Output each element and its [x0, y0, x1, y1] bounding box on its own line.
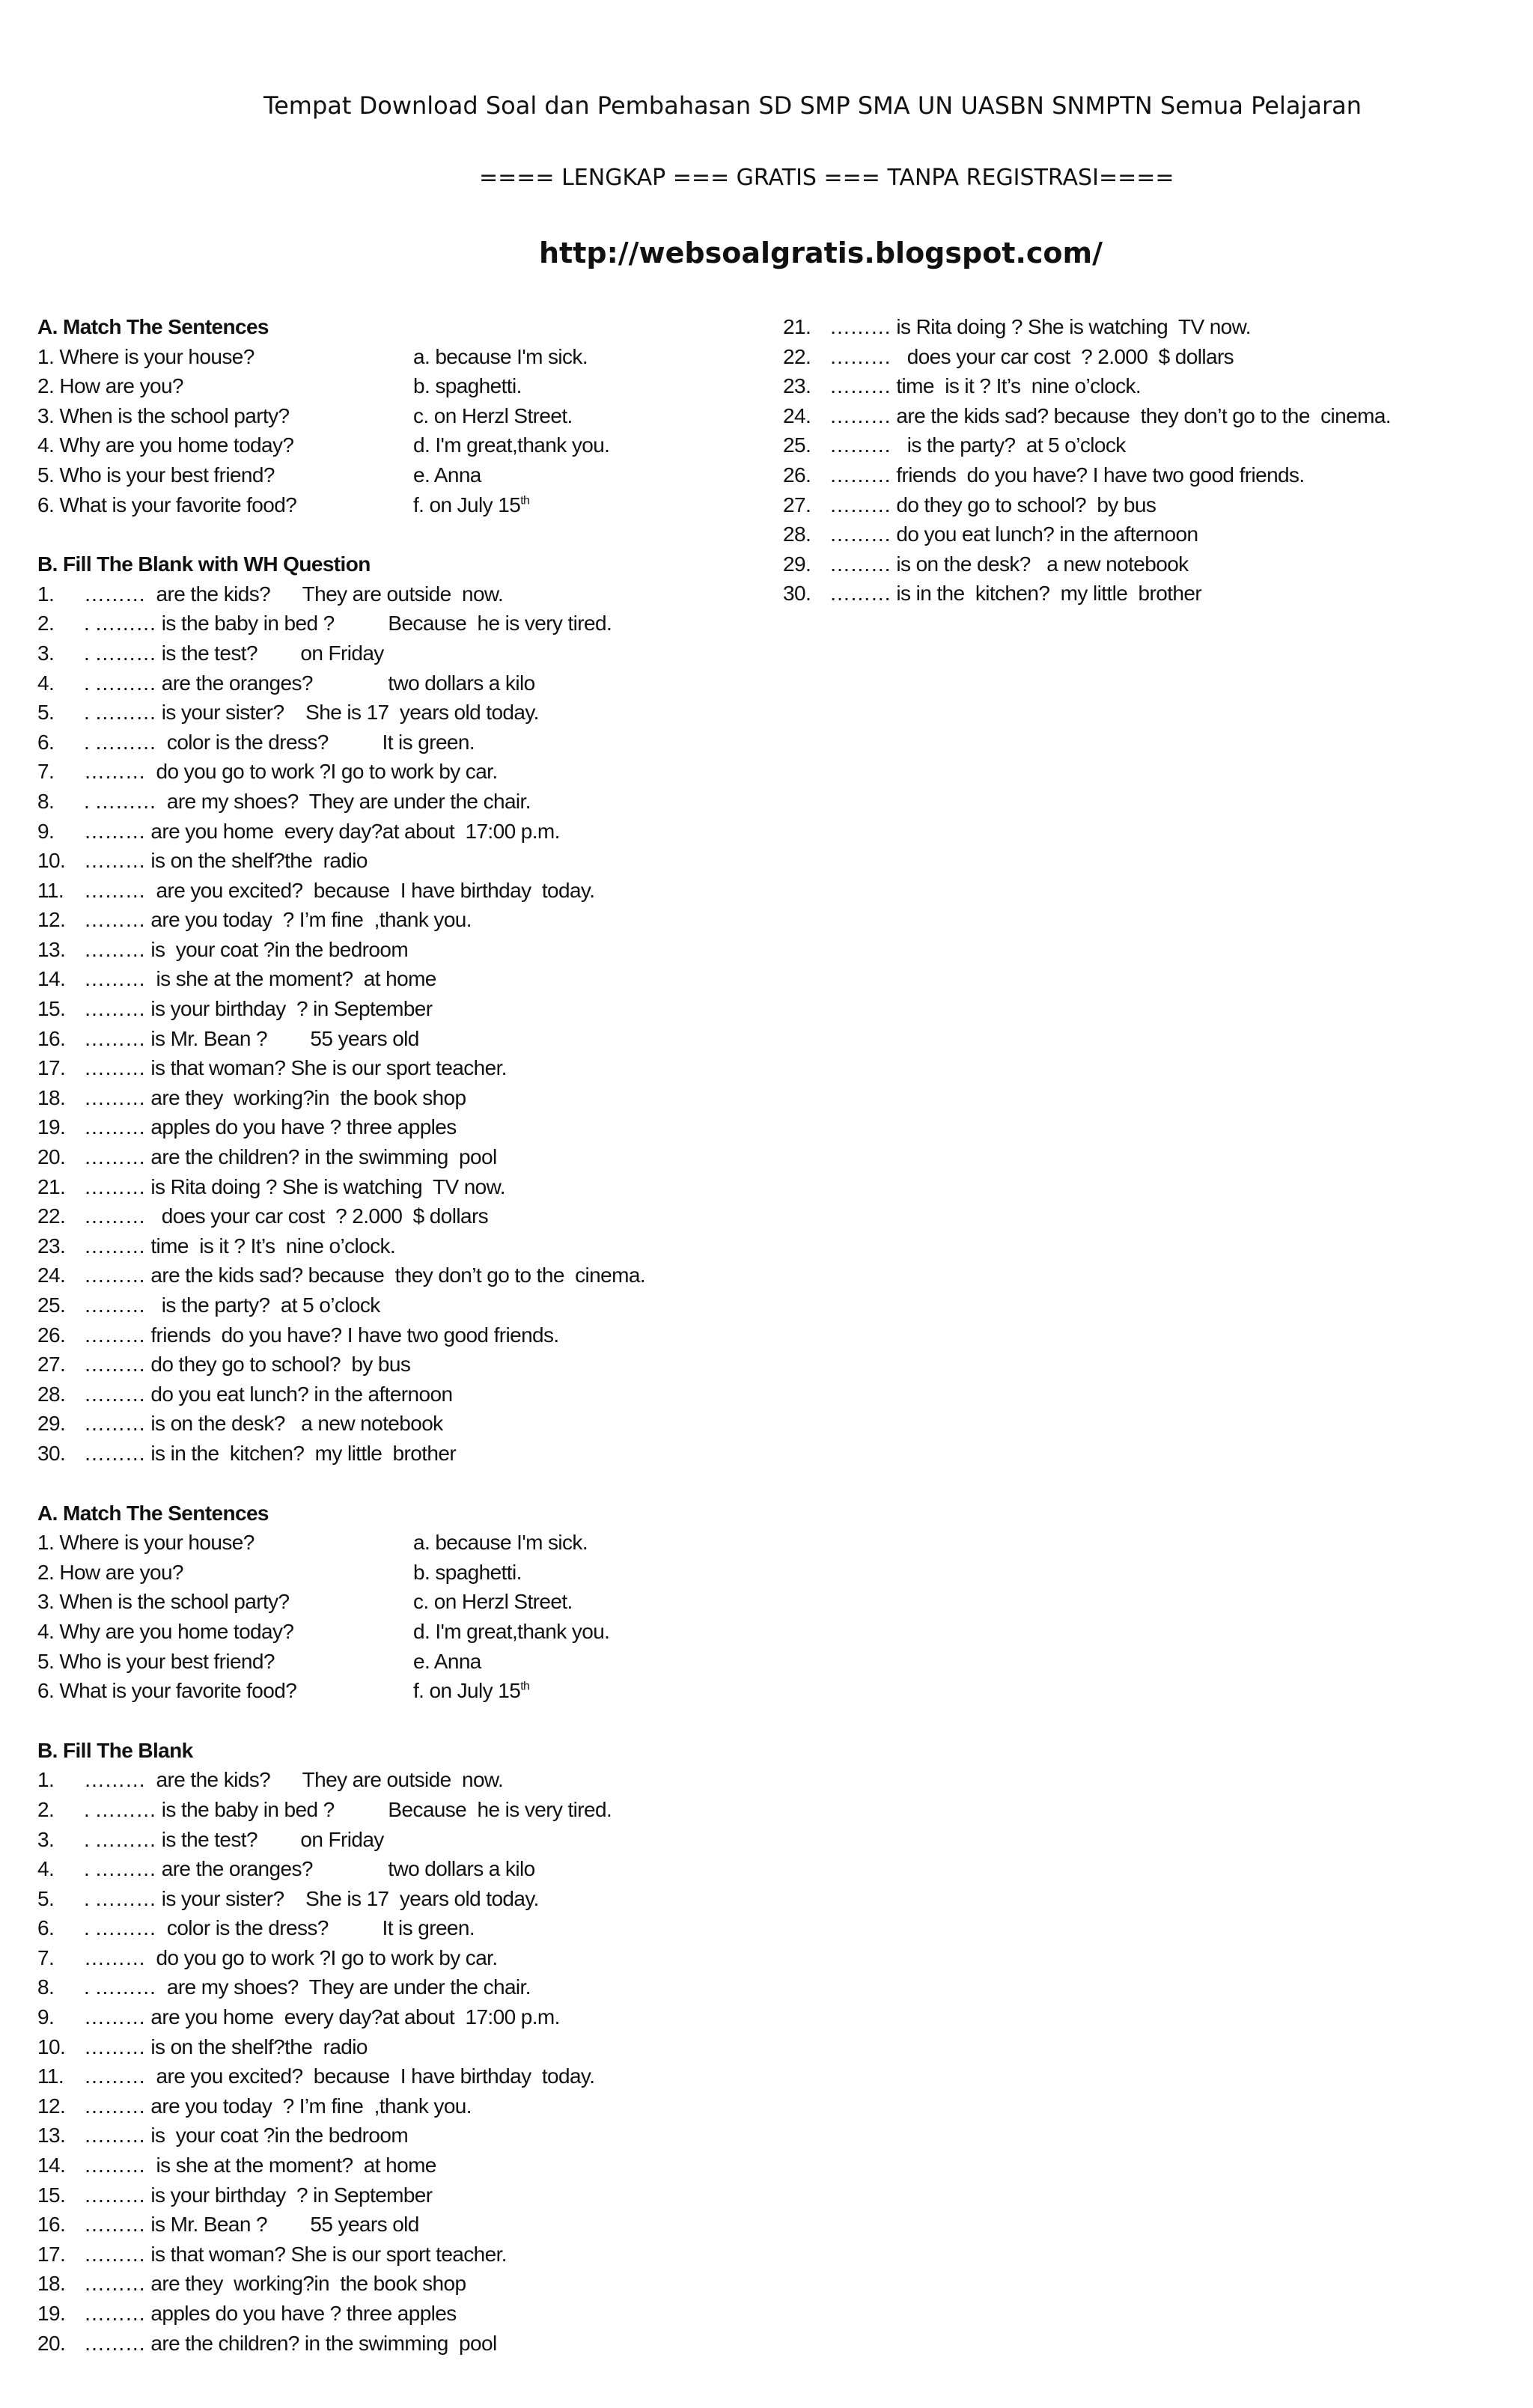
question-item	[783, 371, 1457, 401]
fill-section-1	[37, 549, 711, 1468]
question-item	[37, 787, 711, 817]
question-item	[37, 817, 711, 847]
question-number: 21.	[37, 1174, 66, 1198]
question-text: ……… are you today ? I’m fine ,thank you.	[84, 2094, 472, 2118]
question-text: ……… apples do you have ? three apples	[84, 1115, 457, 1139]
header-url: http://websoalgratis.blogspot.com/	[539, 237, 1103, 269]
question-text: ……… is on the shelf?the radio	[84, 2034, 368, 2058]
fill-section-title: B. Fill The Blank	[37, 1738, 193, 1762]
question-item	[37, 2240, 711, 2270]
question-number: 20.	[37, 2331, 66, 2355]
match-answer-text: d. I'm great,thank you.	[413, 1619, 610, 1643]
question-item	[37, 638, 711, 668]
match-answer	[413, 1647, 481, 1677]
match-question: 5. Who is your best friend?	[37, 1649, 275, 1673]
question-item	[37, 579, 711, 609]
question-item	[37, 668, 711, 698]
question-number: 11.	[37, 2064, 64, 2088]
question-item	[37, 1024, 711, 1054]
question-number: 9.	[37, 2005, 55, 2029]
question-text: . ……… color is the dress? It is green.	[84, 730, 475, 754]
question-item	[37, 2210, 711, 2240]
match-answer-text: c. on Herzl Street.	[413, 1590, 573, 1614]
question-text: ……… are they working?in the book shop	[84, 1085, 466, 1109]
question-text: ……… is your coat ?in the bedroom	[84, 937, 409, 961]
question-text: ……… do they go to school? by bus	[829, 493, 1156, 516]
question-item	[37, 1884, 711, 1914]
question-text: ……… do they go to school? by bus	[84, 1353, 411, 1377]
question-item	[37, 1795, 711, 1825]
question-number: 11.	[37, 878, 64, 902]
question-text: ……… time is it ? It’s nine o’clock.	[84, 1234, 396, 1258]
question-item	[783, 490, 1457, 520]
fill-section-2-continued	[783, 312, 1457, 609]
question-number: 15.	[37, 2183, 66, 2207]
question-number: 17.	[37, 2242, 66, 2266]
question-number: 16.	[37, 2213, 66, 2237]
question-text: ……… is Mr. Bean ? 55 years old	[84, 2213, 419, 2237]
match-answer	[413, 1617, 609, 1647]
question-text: ……… are the kids? They are outside now.	[84, 1768, 504, 1792]
question-item	[37, 1261, 711, 1290]
question-item	[37, 609, 711, 638]
question-item	[783, 312, 1457, 342]
question-number: 7.	[37, 760, 55, 784]
question-number: 26.	[783, 463, 811, 487]
question-text: ……… does your car cost ? 2.000 $ dollars	[829, 344, 1234, 368]
question-text: . ……… is your sister? She is 17 years old today.	[84, 701, 539, 725]
match-row	[37, 430, 711, 460]
question-item	[37, 2151, 711, 2180]
question-item	[37, 2091, 711, 2121]
question-text: ……… is on the desk? a new notebook	[84, 1412, 443, 1436]
question-text: ……… are the kids? They are outside now.	[84, 582, 504, 606]
question-number: 6.	[37, 1916, 55, 1940]
match-answer	[413, 1528, 588, 1558]
match-row	[37, 401, 711, 431]
match-answer-text: e. Anna	[413, 1649, 481, 1673]
question-item	[37, 2299, 711, 2329]
match-question: 1. Where is your house?	[37, 1531, 255, 1555]
question-number: 6.	[37, 730, 55, 754]
match-question: 4. Why are you home today?	[37, 1619, 294, 1643]
question-text: ……… is your birthday ? in September	[84, 997, 433, 1021]
question-number: 19.	[37, 2302, 66, 2325]
question-item	[37, 1083, 711, 1113]
question-text: ……… is your coat ?in the bedroom	[84, 2124, 409, 2148]
match-row	[37, 460, 711, 490]
question-item	[37, 2032, 711, 2062]
question-number: 1.	[37, 582, 55, 606]
question-item	[37, 1320, 711, 1350]
question-number: 27.	[37, 1353, 66, 1377]
match-answer	[413, 401, 573, 431]
match-answer-text: a. because I'm sick.	[413, 344, 588, 368]
question-text: . ……… is the baby in bed ? Because he is very tired.	[84, 1797, 612, 1821]
question-number: 16.	[37, 1026, 66, 1050]
question-text: ……… is the party? at 5 o’clock	[84, 1293, 380, 1317]
match-answer-text: d. I'm great,thank you.	[413, 433, 610, 457]
question-number: 24.	[783, 403, 811, 427]
question-text: . ……… is the test? on Friday	[84, 1827, 384, 1851]
question-item	[37, 1053, 711, 1083]
match-row	[37, 490, 711, 520]
question-text: ……… apples do you have ? three apples	[84, 2302, 457, 2325]
question-number: 3.	[37, 641, 55, 665]
question-number: 20.	[37, 1145, 66, 1169]
match-answer-text: f. on July 15	[413, 1679, 521, 1703]
question-number: 22.	[783, 344, 811, 368]
match-answer	[413, 1676, 529, 1706]
question-number: 30.	[37, 1441, 66, 1465]
question-item	[37, 2061, 711, 2091]
question-text: . ……… is the test? on Friday	[84, 641, 384, 665]
question-number: 12.	[37, 2094, 66, 2118]
question-item	[37, 1825, 711, 1855]
question-number: 26.	[37, 1323, 66, 1347]
question-item	[783, 342, 1457, 372]
question-item	[37, 2269, 711, 2299]
match-answer-text: a. because I'm sick.	[413, 1531, 588, 1555]
question-item	[37, 935, 711, 965]
question-item	[37, 1290, 711, 1320]
question-text: ……… is on the desk? a new notebook	[829, 552, 1189, 576]
question-text: . ……… are the oranges? two dollars a kilo	[84, 671, 535, 695]
match-row	[37, 1647, 711, 1677]
match-question: 3. When is the school party?	[37, 1590, 290, 1614]
question-item	[37, 1943, 711, 1973]
question-number: 10.	[37, 2034, 66, 2058]
question-number: 10.	[37, 849, 66, 873]
match-section-2	[37, 1499, 711, 1706]
match-section-title: A. Match The Sentences	[37, 315, 269, 338]
question-number: 1.	[37, 1768, 55, 1792]
question-text: ……… is in the kitchen? my little brother	[829, 582, 1202, 606]
question-item	[37, 2180, 711, 2210]
match-question: 6. What is your favorite food?	[37, 493, 297, 516]
match-row	[37, 1617, 711, 1647]
question-text: ……… does your car cost ? 2.000 $ dollars	[84, 1204, 489, 1228]
question-text: ……… are you home every day?at about 17:00 p.m.	[84, 2005, 560, 2029]
match-answer	[413, 371, 522, 401]
question-text: ……… is Rita doing ? She is watching TV now.	[829, 315, 1251, 338]
match-question: 2. How are you?	[37, 374, 183, 398]
header-tagline: ==== LENGKAP === GRATIS === TANPA REGISTRASI====	[479, 165, 1174, 191]
fill-section-2	[37, 1736, 711, 2358]
match-section-title: A. Match The Sentences	[37, 1501, 269, 1525]
question-item	[37, 964, 711, 994]
match-answer-text: f. on July 15	[413, 493, 521, 516]
question-item	[37, 1112, 711, 1142]
question-item	[37, 1854, 711, 1884]
question-number: 24.	[37, 1264, 66, 1287]
question-number: 9.	[37, 819, 55, 843]
question-text: ……… is on the shelf?the radio	[84, 849, 368, 873]
question-number: 28.	[37, 1382, 66, 1406]
question-item	[37, 994, 711, 1024]
question-number: 13.	[37, 937, 66, 961]
match-row	[37, 1676, 711, 1706]
question-item	[37, 1913, 711, 1943]
ordinal-suffix: th	[520, 1680, 530, 1693]
question-text: . ……… are the oranges? two dollars a kilo	[84, 1857, 535, 1881]
question-item	[37, 2121, 711, 2151]
match-answer-text: c. on Herzl Street.	[413, 403, 573, 427]
question-item	[37, 1142, 711, 1172]
question-text: ……… is your birthday ? in September	[84, 2183, 433, 2207]
question-item	[37, 876, 711, 906]
question-number: 29.	[783, 552, 811, 576]
question-item	[783, 401, 1457, 431]
question-item	[783, 519, 1457, 549]
question-item	[37, 1409, 711, 1439]
question-text: ……… friends do you have? I have two good friends.	[84, 1323, 559, 1347]
match-question: 4. Why are you home today?	[37, 433, 294, 457]
question-item	[37, 728, 711, 758]
question-number: 15.	[37, 997, 66, 1021]
match-answer	[413, 460, 481, 490]
question-item	[37, 1972, 711, 2002]
question-text: ……… is in the kitchen? my little brother	[84, 1441, 457, 1465]
question-item	[783, 430, 1457, 460]
question-number: 25.	[37, 1293, 66, 1317]
fill-section-title: B. Fill The Blank with WH Question	[37, 552, 371, 576]
match-question: 2. How are you?	[37, 1560, 183, 1584]
question-text: ……… is that woman? She is our sport teacher.	[84, 2242, 507, 2266]
question-number: 25.	[783, 433, 811, 457]
question-number: 27.	[783, 493, 811, 516]
question-item	[37, 1765, 711, 1795]
question-number: 8.	[37, 789, 55, 813]
question-item	[783, 549, 1457, 579]
question-number: 12.	[37, 908, 66, 932]
question-text: ……… time is it ? It’s nine o’clock.	[829, 374, 1142, 398]
question-number: 18.	[37, 1085, 66, 1109]
question-text: ……… is Rita doing ? She is watching TV now.	[84, 1174, 505, 1198]
question-item	[37, 1350, 711, 1380]
question-text: ……… are they working?in the book shop	[84, 2272, 466, 2296]
match-question: 3. When is the school party?	[37, 403, 290, 427]
header-title: Tempat Download Soal dan Pembahasan SD SMP SMA UN UASBN SNMPTN Semua Pelajaran	[263, 91, 1362, 120]
question-number: 13.	[37, 2124, 66, 2148]
match-answer	[413, 430, 609, 460]
match-section-1	[37, 312, 711, 519]
left-column	[37, 312, 711, 2388]
match-row	[37, 1528, 711, 1558]
question-text: ……… are you excited? because I have birthday today.	[84, 878, 595, 902]
match-answer	[413, 342, 588, 372]
question-text: . ……… is the baby in bed ? Because he is very tired.	[84, 612, 612, 635]
question-number: 17.	[37, 1056, 66, 1080]
match-answer-text: b. spaghetti.	[413, 374, 522, 398]
question-text: ……… do you eat lunch? in the afternoon	[829, 522, 1198, 546]
question-text: ……… friends do you have? I have two good friends.	[829, 463, 1305, 487]
right-column	[783, 312, 1457, 638]
question-item	[37, 846, 711, 876]
match-answer-text: b. spaghetti.	[413, 1560, 522, 1584]
question-item	[37, 1172, 711, 1202]
ordinal-suffix: th	[520, 494, 530, 507]
question-number: 5.	[37, 1886, 55, 1910]
question-number: 14.	[37, 967, 66, 991]
match-row	[37, 1587, 711, 1617]
question-text: ……… is the party? at 5 o’clock	[829, 433, 1126, 457]
question-number: 4.	[37, 1857, 55, 1881]
question-text: ……… are you home every day?at about 17:00 p.m.	[84, 819, 560, 843]
question-number: 3.	[37, 1827, 55, 1851]
question-number: 22.	[37, 1204, 66, 1228]
question-item	[37, 905, 711, 935]
question-text: ……… do you go to work ?I go to work by car.	[84, 1945, 498, 1969]
question-number: 8.	[37, 1975, 55, 1999]
question-text: ……… are the kids sad? because they don’t go to the cinema.	[829, 403, 1391, 427]
match-question: 5. Who is your best friend?	[37, 463, 275, 487]
match-question: 6. What is your favorite food?	[37, 1679, 297, 1703]
question-item	[37, 1439, 711, 1469]
question-text: ……… are you today ? I’m fine ,thank you.	[84, 908, 472, 932]
question-text: . ……… are my shoes? They are under the chair.	[84, 789, 531, 813]
question-number: 14.	[37, 2154, 66, 2177]
question-number: 2.	[37, 612, 55, 635]
question-text: . ……… is your sister? She is 17 years old today.	[84, 1886, 539, 1910]
question-item	[783, 579, 1457, 609]
question-text: . ……… are my shoes? They are under the chair.	[84, 1975, 531, 1999]
question-item	[37, 1380, 711, 1409]
match-row	[37, 1558, 711, 1588]
question-number: 5.	[37, 701, 55, 725]
match-question: 1. Where is your house?	[37, 344, 255, 368]
question-item	[37, 2329, 711, 2359]
question-text: ……… is she at the moment? at home	[84, 2154, 436, 2177]
match-answer	[413, 490, 529, 520]
question-text: ……… is that woman? She is our sport teacher.	[84, 1056, 507, 1080]
match-answer	[413, 1587, 573, 1617]
question-number: 30.	[783, 582, 811, 606]
match-answer	[413, 1558, 522, 1588]
question-number: 29.	[37, 1412, 66, 1436]
question-text: ……… are you excited? because I have birthday today.	[84, 2064, 595, 2088]
question-number: 21.	[783, 315, 811, 338]
match-row	[37, 342, 711, 372]
question-number: 23.	[783, 374, 811, 398]
question-item	[37, 1231, 711, 1261]
question-number: 23.	[37, 1234, 66, 1258]
question-number: 18.	[37, 2272, 66, 2296]
question-text: ……… do you eat lunch? in the afternoon	[84, 1382, 453, 1406]
match-answer-text: e. Anna	[413, 463, 481, 487]
question-text: ……… are the kids sad? because they don’t go to the cinema.	[84, 1264, 645, 1287]
question-number: 7.	[37, 1945, 55, 1969]
question-text: ……… are the children? in the swimming pool	[84, 1145, 497, 1169]
question-number: 4.	[37, 671, 55, 695]
question-text: ……… are the children? in the swimming pool	[84, 2331, 497, 2355]
question-number: 2.	[37, 1797, 55, 1821]
question-text: . ……… color is the dress? It is green.	[84, 1916, 475, 1940]
question-number: 28.	[783, 522, 811, 546]
match-row	[37, 371, 711, 401]
question-text: ……… is Mr. Bean ? 55 years old	[84, 1026, 419, 1050]
question-item	[37, 698, 711, 728]
question-item	[37, 757, 711, 787]
question-text: ……… do you go to work ?I go to work by car.	[84, 760, 498, 784]
question-item	[37, 1201, 711, 1231]
question-text: ……… is she at the moment? at home	[84, 967, 436, 991]
question-number: 19.	[37, 1115, 66, 1139]
question-item	[783, 460, 1457, 490]
question-item	[37, 2002, 711, 2032]
